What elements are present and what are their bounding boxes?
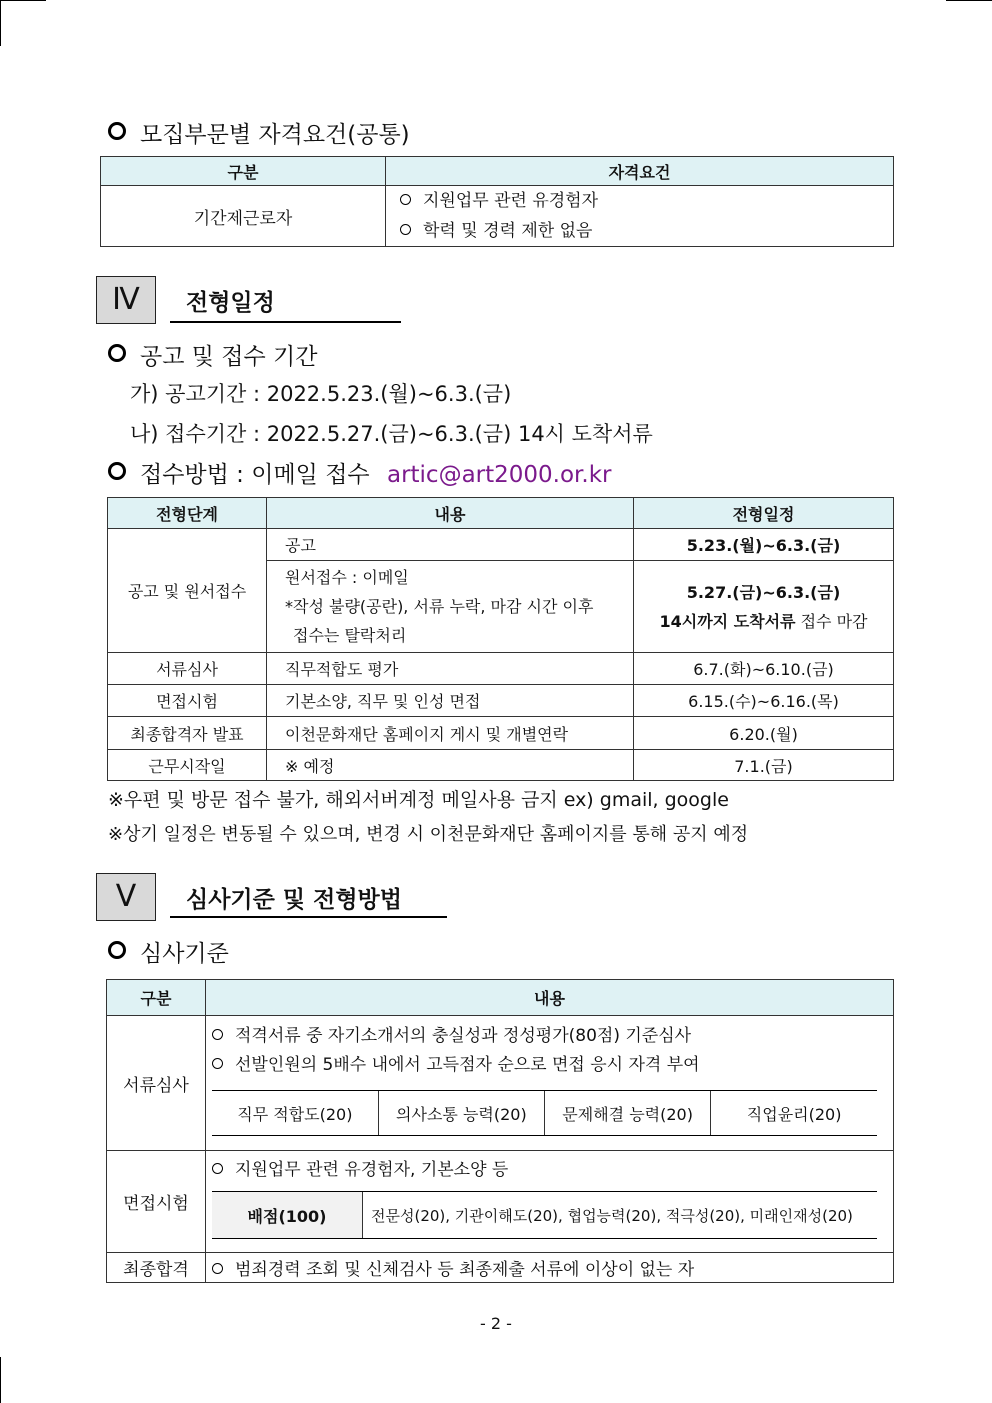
section-underline <box>170 916 447 918</box>
stage-cell: 근무시작일 <box>108 750 267 781</box>
criteria-content-cell: 범죄경력 조회 및 신체검사 등 최종제출 서류에 이상이 없는 자 <box>206 1253 894 1283</box>
section-number-box: Ⅴ <box>96 873 156 921</box>
evaluation-item: 의사소통 능력(20) <box>378 1091 544 1135</box>
application-method: 접수방법 : 이메일 접수 artic@art2000.or.kr <box>108 456 612 489</box>
qual-header-requirements: 자격요건 <box>386 157 894 186</box>
score-items: 전문성(20), 기관이해도(20), 협업능력(20), 적극성(20), 미래인재성(20) <box>371 1206 853 1225</box>
circle-bullet-icon <box>400 224 411 235</box>
content-cell: ※ 예정 <box>267 750 634 781</box>
qual-requirements-cell: 지원업무 관련 유경험자 학력 및 경력 제한 없음 <box>386 186 894 247</box>
content-cell: 원서접수 : 이메일 *작성 불량(공란), 서류 누락, 마감 시간 이후 접수는 탈락처리 <box>267 561 634 653</box>
stage-cell: 공고 및 원서접수 <box>108 529 267 653</box>
date-cell: 6.20.(월) <box>634 717 894 750</box>
qual-category-cell: 기간제근로자 <box>101 186 386 247</box>
circle-bullet-icon <box>108 462 126 480</box>
common-qualification-heading: 모집부문별 자격요건(공통) <box>108 116 410 149</box>
date-cell: 6.15.(수)~6.16.(목) <box>634 685 894 717</box>
section-title: 심사기준 및 전형방법 <box>186 887 402 913</box>
note-schedule-change: ※상기 일정은 변동될 수 있으며, 변경 시 이천문화재단 홈페이지를 통해 공지 예정 <box>108 824 749 845</box>
content-cell: 기본소양, 직무 및 인성 면접 <box>267 685 634 717</box>
note-mail: ※우편 및 방문 접수 불가, 해외서버계정 메일사용 금지 ex) gmail, google <box>108 789 729 811</box>
interview-scores <box>212 1191 877 1239</box>
criteria-header-category: 구분 <box>107 980 206 1016</box>
section-number-box: Ⅳ <box>96 276 156 324</box>
schedule-header-stage: 전형단계 <box>108 498 267 529</box>
circle-bullet-icon <box>108 344 126 362</box>
schedule-header-content: 내용 <box>267 498 634 529</box>
crop-mark-top-left <box>0 0 46 1</box>
content-cell: 이천문화재단 홈페이지 게시 및 개별연락 <box>267 717 634 750</box>
stage-cell: 서류심사 <box>108 653 267 685</box>
circle-bullet-icon <box>212 1058 223 1069</box>
criteria-table <box>106 979 894 1283</box>
criteria-content-cell: 적격서류 중 자기소개서의 충실성과 정성평가(80점) 기준심사 선발인원의 5배수 내에서 고득점자 순으로 면접 응시 자격 부여 직무 적합도(20) 의사소통 능력(20) 문제해결 능력(20) 직업윤리(20) <box>206 1016 894 1151</box>
criteria-category-cell: 최종합격 <box>107 1253 206 1283</box>
stage-cell: 면접시험 <box>108 685 267 717</box>
evaluation-item: 직무 적합도(20) <box>212 1091 378 1135</box>
criteria-heading: 심사기준 <box>108 935 229 968</box>
score-label: 배점(100) <box>212 1192 363 1238</box>
date-cell: 6.7.(화)~6.10.(금) <box>634 653 894 685</box>
crop-mark-top-left-v <box>0 0 1 46</box>
criteria-category-cell: 면접시험 <box>107 1151 206 1253</box>
section-title: 전형일정 <box>186 290 275 316</box>
email-address[interactable]: artic@art2000.or.kr <box>386 462 612 488</box>
circle-bullet-icon <box>212 1263 223 1274</box>
date-cell: 7.1.(금) <box>634 750 894 781</box>
criteria-category-cell: 서류심사 <box>107 1016 206 1151</box>
evaluation-item: 직업윤리(20) <box>746 1104 842 1124</box>
notice-period: 가) 공고기간 : 2022.5.23.(월)~6.3.(금) <box>130 382 512 406</box>
stage-cell: 최종합격자 발표 <box>108 717 267 750</box>
content-cell: 공고 <box>267 529 634 561</box>
date-cell: 5.27.(금)~6.3.(금) 14시까지 도착서류 접수 마감 <box>634 561 894 653</box>
circle-bullet-icon <box>400 194 411 205</box>
crop-mark-top-right <box>946 0 992 1</box>
evaluation-item: 문제해결 능력(20) <box>545 1091 711 1135</box>
application-period: 나) 접수기간 : 2022.5.27.(금)~6.3.(금) 14시 도착서류 <box>130 422 653 446</box>
criteria-content-cell: 지원업무 관련 유경험자, 기본소양 등 배점(100) 전문성(20), 기관이해도(20), 협업능력(20), 적극성(20), 미래인재성(20) <box>206 1151 894 1253</box>
circle-bullet-icon <box>212 1163 223 1174</box>
qual-header-category: 구분 <box>101 157 386 186</box>
page-number: - 2 - <box>480 1314 512 1333</box>
content-cell: 직무적합도 평가 <box>267 653 634 685</box>
announcement-heading: 공고 및 접수 기간 <box>108 338 317 371</box>
criteria-header-content: 내용 <box>206 980 894 1016</box>
evaluation-items <box>212 1090 877 1136</box>
date-cell: 5.23.(월)~6.3.(금) <box>634 529 894 561</box>
circle-bullet-icon <box>212 1029 223 1040</box>
crop-mark-bottom-left <box>0 1357 1 1403</box>
section-underline <box>170 321 401 323</box>
schedule-table <box>107 497 894 781</box>
circle-bullet-icon <box>108 941 126 959</box>
schedule-header-date: 전형일정 <box>634 498 894 529</box>
circle-bullet-icon <box>108 122 126 140</box>
qualification-table <box>100 156 894 247</box>
